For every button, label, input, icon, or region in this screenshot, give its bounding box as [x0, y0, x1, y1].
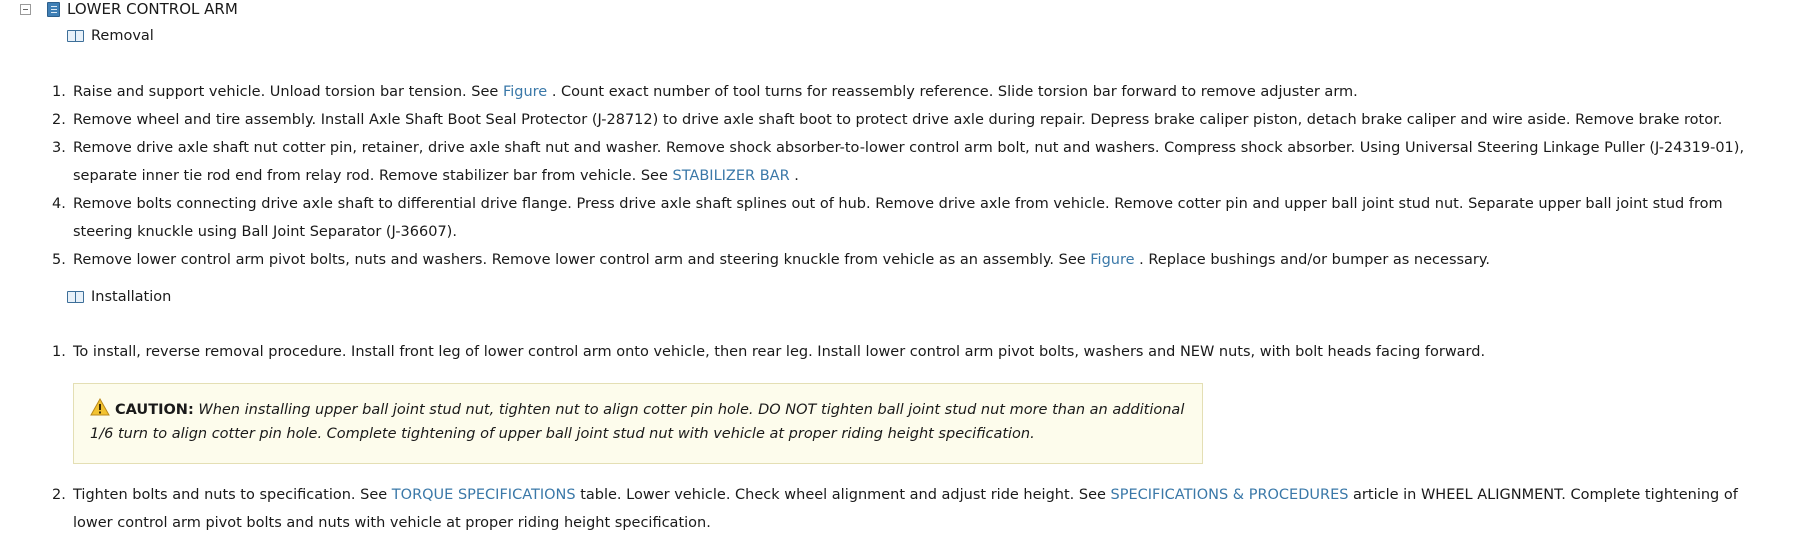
specifications-procedures-link[interactable]: SPECIFICATIONS & PROCEDURES [1110, 487, 1349, 503]
book-icon [67, 30, 84, 42]
figure-link[interactable]: Figure [502, 84, 548, 100]
warning-icon [90, 398, 110, 416]
removal-heading [67, 28, 154, 44]
figure-link[interactable]: Figure [1090, 252, 1135, 268]
installation-step-2: 2. Tighten bolts and nuts to specification. See TORQUE SPECIFICATIONS table. Lower vehicle. Check wheel alignment and adjust ride height. See SPECIFICATIONS & PROCEDURES article in WHEEL ALIGNMENT. Complete tightening of lower control arm pivot bolts and nuts with vehicle at proper riding height specification. [52, 487, 1738, 531]
document-icon [47, 2, 60, 17]
installation-steps-2 [0, 481, 1798, 537]
book-icon [67, 291, 84, 303]
removal-steps [0, 78, 1798, 274]
page-title: LOWER CONTROL ARM [67, 0, 238, 18]
removal-step-4: 4. Remove bolts connecting drive axle shaft to differential drive flange. Press drive axle shaft splines out of hub. Remove drive axle from vehicle. Remove cotter pin and upper ball joint stud nut. Separate upper ball joint stud from steering knuckle using Ball Joint Separator (J-36607). [52, 196, 1723, 240]
section-header [20, 0, 238, 18]
removal-label: Removal [91, 28, 154, 44]
stabilizer-bar-link[interactable]: STABILIZER BAR [672, 168, 790, 184]
torque-specifications-link[interactable]: TORQUE SPECIFICATIONS [391, 487, 576, 503]
removal-step-5: 5. Remove lower control arm pivot bolts, nuts and washers. Remove lower control arm and steering knuckle from vehicle as an assembly. See Figure . Replace bushings and/or bumper as necessary. [52, 252, 1491, 268]
removal-step-3: 3. Remove drive axle shaft nut cotter pin, retainer, drive axle shaft nut and washer. Remove shock absorber-to-lower control arm bolt, nut and washers. Compress shock absorber. Using Universal Steering Linkage Puller (J-24319-01), separate inner tie rod end from relay rod. Remove stabilizer bar from vehicle. See STABILIZER BAR . [52, 140, 1745, 184]
installation-label: Installation [91, 289, 172, 305]
caution-box [73, 383, 1203, 464]
installation-steps-1 [0, 338, 1798, 366]
collapse-toggle-icon[interactable] [20, 4, 31, 15]
removal-step-1: 1. Raise and support vehicle. Unload torsion bar tension. See Figure . Count exact number of tool turns for reassembly reference. Slide torsion bar forward to remove adjuster arm. [52, 84, 1358, 100]
caution-text: When installing upper ball joint stud nut, tighten nut to align cotter pin hole. DO NOT tighten ball joint stud nut more than an additional 1/6 turn to align cotter pin hole. Complete tightening of upper ball joint stud nut with vehicle at proper riding height specification. [90, 402, 1185, 442]
caution-label: CAUTION: [115, 402, 194, 418]
installation-step-1: 1. To install, reverse removal procedure. Install front leg of lower control arm onto vehicle, then rear leg. Install lower control arm pivot bolts, washers and NEW nuts, with bolt heads facing forward. [52, 344, 1486, 360]
removal-step-2: 2. Remove wheel and tire assembly. Install Axle Shaft Boot Seal Protector (J-28712) to drive axle shaft boot to protect drive axle during repair. Depress brake caliper piston, detach brake caliper and wire aside. Remove brake rotor. [52, 112, 1723, 128]
installation-heading [67, 289, 171, 305]
